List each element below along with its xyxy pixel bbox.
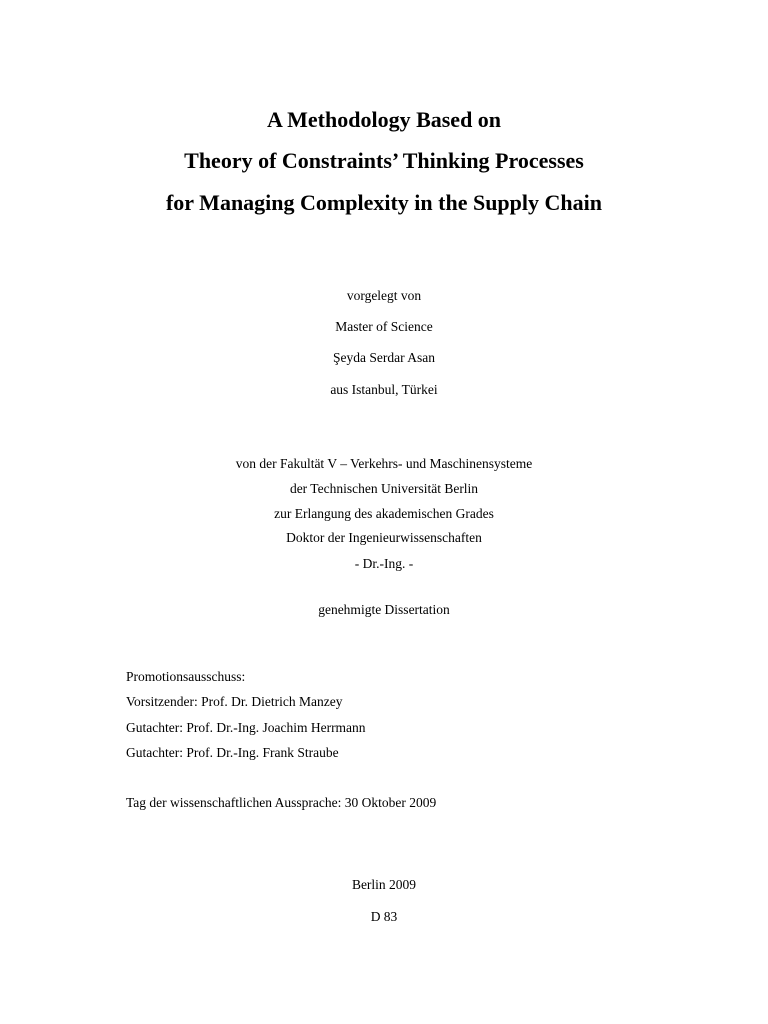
author-name: Şeyda Serdar Asan [333,350,435,365]
purpose-line: zur Erlangung des akademischen Grades [274,506,494,521]
author-origin: aus Istanbul, Türkei [330,382,438,397]
faculty-line: von der Fakultät V – Verkehrs- und Maschinensysteme [235,456,533,471]
title-line-3: for Managing Complexity in the Supply Chain [165,190,602,215]
defense-date: Tag der wissenschaftlichen Aussprache: 30 Oktober 2009 [126,795,437,810]
document-code: D 83 [370,909,398,924]
title-line-2: Theory of Constraints’ Thinking Processes [184,148,584,173]
committee-heading: Promotionsausschuss: [126,669,246,684]
title-line-1: A Methodology Based on [266,107,502,132]
university-line: der Technischen Universität Berlin [289,481,479,496]
committee-reviewer-2: Gutachter: Prof. Dr.-Ing. Frank Straube [126,745,339,760]
committee-reviewer-1: Gutachter: Prof. Dr.-Ing. Joachim Herrmann [126,720,366,735]
presented-by: vorgelegt von [346,288,422,303]
approval-line: genehmigte Dissertation [318,602,450,617]
author-degree: Master of Science [335,319,433,334]
place-year: Berlin 2009 [351,877,417,892]
degree-abbr-line: - Dr.-Ing. - [354,556,414,571]
degree-title-line: Doktor der Ingenieurwissenschaften [286,530,482,545]
committee-chair: Vorsitzender: Prof. Dr. Dietrich Manzey [126,694,343,709]
